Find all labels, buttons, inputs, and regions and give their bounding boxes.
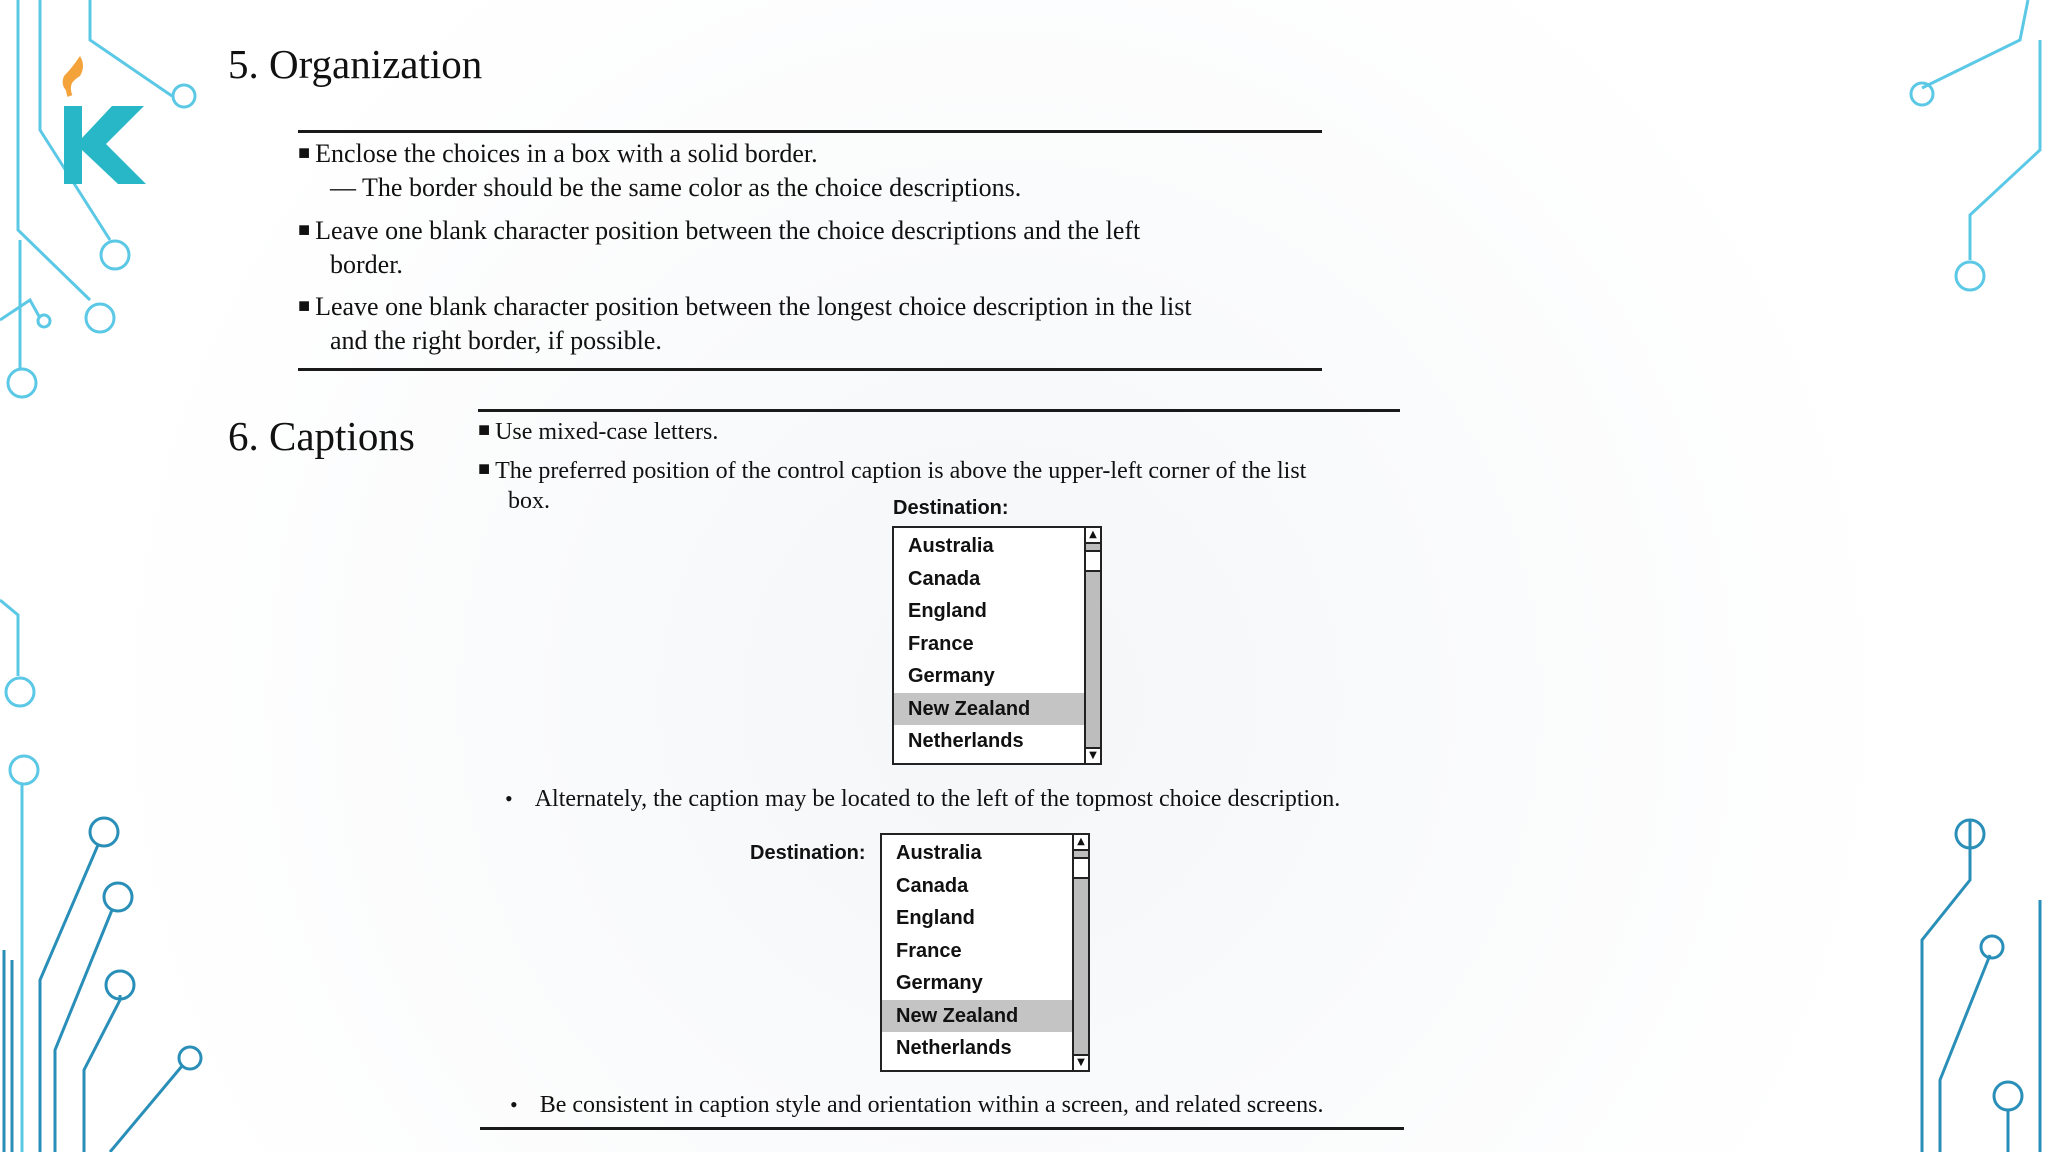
square-bullet-icon: ■ — [478, 419, 491, 441]
destination-listbox-bottom[interactable] — [880, 833, 1090, 1072]
organization-bullet-3-cont: and the right border, if possible. — [330, 326, 662, 355]
list-item[interactable]: England — [896, 907, 975, 929]
list-item[interactable]: Australia — [896, 842, 982, 864]
list-item[interactable]: Netherlands — [896, 1037, 1012, 1059]
scroll-thumb[interactable] — [1086, 550, 1100, 572]
round-bullet-icon: • — [510, 1092, 518, 1117]
circuit-decoration-right — [1880, 0, 2048, 1152]
scroll-thumb[interactable] — [1074, 857, 1088, 879]
square-bullet-icon: ■ — [478, 458, 491, 480]
captions-bullet-2-cont: box. — [508, 488, 550, 514]
list-item-selected[interactable]: New Zealand — [882, 1000, 1072, 1033]
captions-consistency-note: • Be consistent in caption style and orientation within a screen, and related screens. — [510, 1092, 1324, 1118]
destination-listbox-top[interactable] — [892, 526, 1102, 765]
list-item[interactable]: Canada — [896, 874, 969, 897]
list-item[interactable]: Canada — [908, 567, 981, 590]
round-bullet-icon: • — [505, 786, 513, 811]
list-item[interactable]: Germany — [908, 665, 995, 687]
organization-heading: 5. Organization — [228, 41, 483, 87]
scroll-up-arrow-icon[interactable]: ▲ — [1074, 835, 1088, 851]
scrollbar[interactable] — [1072, 835, 1088, 1070]
square-bullet-icon: ■ — [298, 142, 311, 164]
captions-heading: 6. Captions — [228, 413, 415, 459]
organization-bullet-2-cont: border. — [330, 250, 403, 279]
list-item[interactable]: England — [908, 600, 987, 622]
captions-top-rule — [478, 409, 1400, 412]
square-bullet-icon: ■ — [298, 295, 311, 317]
captions-alternate-note: • Alternately, the caption may be located to the left of the topmost choice description. — [505, 786, 1341, 812]
captions-bullet-2: ■ The preferred position of the control caption is above the upper-left corner of the list — [478, 458, 1307, 484]
organization-top-rule — [298, 130, 1322, 133]
list-item-selected[interactable]: New Zealand — [894, 693, 1084, 726]
list-item[interactable]: Netherlands — [908, 730, 1024, 752]
scrollbar[interactable] — [1084, 528, 1100, 763]
scroll-down-arrow-icon[interactable]: ▼ — [1086, 747, 1100, 763]
organization-bullet-1: ■ Enclose the choices in a box with a solid border. — [298, 139, 818, 168]
list-item[interactable]: Germany — [896, 972, 983, 994]
logo-icon — [52, 46, 152, 186]
list-item[interactable]: France — [908, 632, 974, 655]
list-item[interactable]: Australia — [908, 535, 994, 557]
destination-caption-left: Destination: — [750, 842, 866, 864]
destination-caption-above: Destination: — [893, 497, 1009, 519]
organization-bullet-2: ■ Leave one blank character position between the choice descriptions and the left — [298, 216, 1141, 245]
organization-subbullet: — The border should be the same color as the choice descriptions. — [330, 173, 1022, 202]
organization-bullet-3: ■ Leave one blank character position between the longest choice description in the list — [298, 292, 1192, 321]
square-bullet-icon: ■ — [298, 219, 311, 241]
list-item[interactable]: France — [896, 939, 962, 962]
organization-bottom-rule — [298, 368, 1322, 371]
scroll-up-arrow-icon[interactable]: ▲ — [1086, 528, 1100, 544]
scroll-down-arrow-icon[interactable]: ▼ — [1074, 1054, 1088, 1070]
captions-bullet-1: ■ Use mixed-case letters. — [478, 419, 719, 445]
captions-bottom-rule — [480, 1127, 1404, 1130]
